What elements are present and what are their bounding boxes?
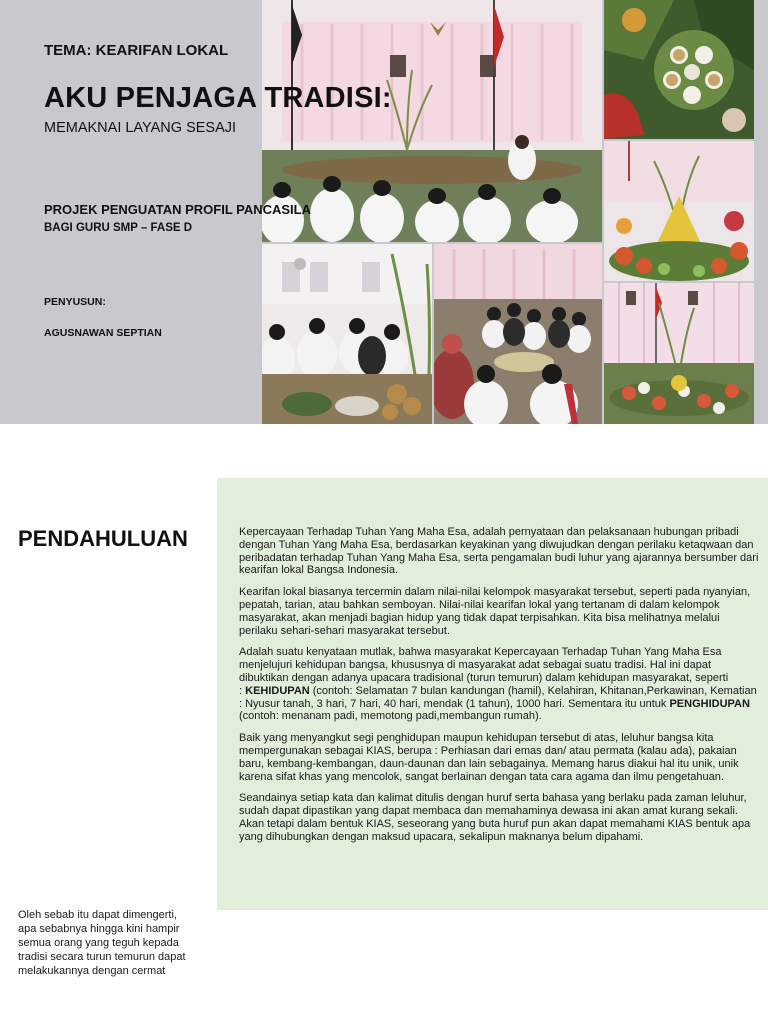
- penghidupan-term: PENGHIDUPAN: [669, 697, 750, 710]
- offerings-photo: [604, 0, 754, 139]
- author-name: AGUSNAWAN SEPTIAN: [44, 327, 162, 339]
- document-title: AKU PENJAGA TRADISI:: [44, 82, 392, 114]
- intro-body: [239, 526, 761, 853]
- seated-group-photo: [262, 244, 432, 424]
- intro-paragraph-5: Seandainya setiap kata dan kalimat ditulis dengan huruf serta bahasa yang berlaku pada zaman leluhur, sudah dapat dipastikan yang dapat membaca dan memahaminya dewasa ini akan amat kurang sekali. Akan tetapi dalam bentuk KIAS, seseorang yang buta huruf pun akan dapat memahami KIAS bentuk apa yang dihubungkan dengan maksud upacara, sekalipun maknanya belum dipahami.: [239, 792, 751, 843]
- document-subtitle: MEMAKNAI LAYANG SESAJI: [44, 120, 237, 136]
- theme-label: TEMA: KEARIFAN LOKAL: [44, 42, 229, 59]
- section-heading: PENDAHULUAN: [18, 526, 188, 551]
- author-label: PENYUSUN:: [44, 296, 106, 308]
- paragraph-3-end: (contoh: menanam padi, memotong padi,membangun rumah).: [239, 710, 542, 723]
- paragraph-3-text: Adalah suatu kenyataan mutlak, bahwa masyarakat Kepercayaan Terhadap Tuhan Yang Maha Esa menjelujuri kehidupan bangsa, khususnya di masyarakat adat sebagai suatu tradisi. Hal ini dapat dibuktikan dengan adanya upacara tradisional (turun temurun) dalam kehidupan masyarakat, seperti: [239, 646, 729, 684]
- intro-paragraph-1: Kepercayaan Terhadap Tuhan Yang Maha Esa, adalah pernyataan dan pelaksanaan hubungan pribadi dengan Tuhan Yang Maha Esa, berdasarkan keyakinan yang diwujudkan dengan perilaku ketaqwaan dan peribadatan terhadap Tuhan Yang Maha Esa, serta pengamalan budi luhur yang ajarannya bersumber dari kearifan lokal Bangsa Indonesia.: [239, 526, 759, 577]
- audience-label: BAGI GURU SMP – FASE D: [44, 222, 193, 234]
- intro-paragraph-2: Kearifan lokal biasanya tercermin dalam nilai-nilai kelompok masyarakat tersebut, seperti pada nyanyian, pepatah, tarian, atau bahkan semboyan. Nilai-nilai kearifan lokal yang tertanam di dalam kelompok masyarakat, akan menjadi bagian hidup yang tidak dapat terpisahkan. Kita bisa melihatnya melalui perilaku sehari-sehari masyarakat tersebut.: [239, 586, 751, 637]
- paragraph-3-mid: (contoh: Selamatan 7 bulan kandungan (hamil), Kelahiran, Khitanan,Perkawinan, Kematian : Nyusur tanah, 3 hari, 7 hari, 40 hari, mendak (1 tahun), 1000 hari. Sementara itu untuk: [239, 684, 757, 710]
- paragraph-3-prefix: :: [239, 684, 246, 697]
- side-paragraph: Oleh sebab itu dapat dimengerti, apa sebabnya hingga kini hampir semua orang yang teguh kepada tradisi secara turun temurun dapat melakukannya dengan cermat: [18, 909, 186, 977]
- hall-offerings-photo: [604, 283, 754, 424]
- kehidupan-term: KEHIDUPAN: [245, 684, 310, 697]
- gathering-photo: [434, 244, 602, 424]
- tumpeng-photo: [604, 141, 754, 281]
- intro-paragraph-4: Baik yang menyangkut segi penghidupan maupun kehidupan tersebut di atas, leluhur bangsa kita mempergunakan sebagai KIAS, berupa : Perhiasan dari emas dan/ atau permata (kalau ada), pakaian baru, kembang-kembangan, daun-daunan dan lain sebagainya. Memang harus diakui hal itu unik, unik karena sifat khas yang mencolok, sangat berlainan dengan tata cara agama dan ilmu pengetahuan.: [239, 732, 739, 783]
- ceremony-hall-photo: [262, 0, 602, 242]
- cover: [0, 0, 768, 424]
- intro-paragraph-3: [239, 646, 761, 723]
- project-label: PROJEK PENGUATAN PROFIL PANCASILA: [44, 202, 312, 217]
